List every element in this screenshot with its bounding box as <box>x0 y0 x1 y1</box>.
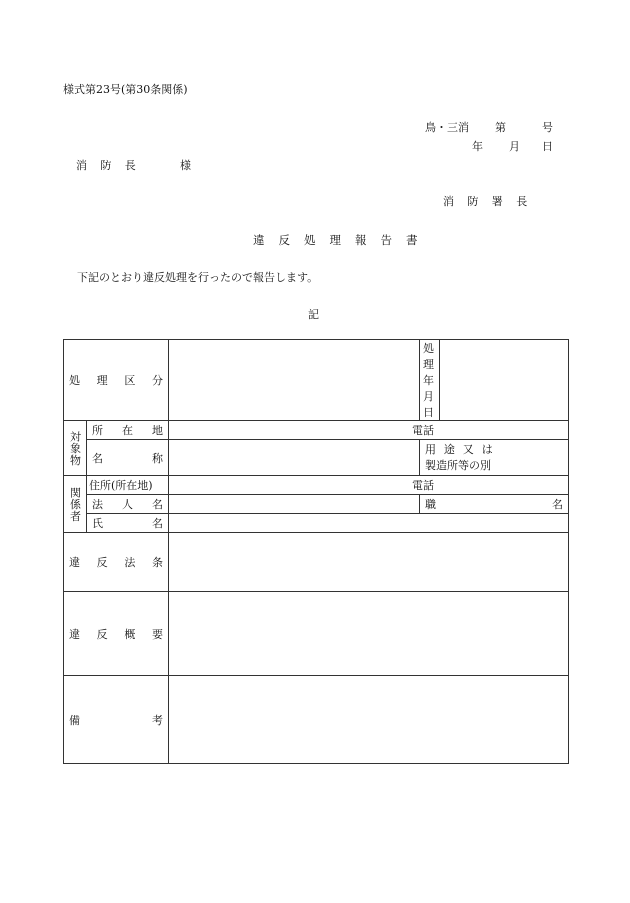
jusho-label: 住所(所在地) <box>87 476 169 495</box>
yoto-label: 用 途 又 は 製造所等の別 <box>420 440 569 476</box>
ihan-gaiyo-label: 違 反 概 要 <box>64 592 169 676</box>
ihan-hojo-field[interactable] <box>169 533 569 592</box>
hojin-field[interactable] <box>169 495 420 514</box>
report-table <box>63 339 569 764</box>
date-year: 年 <box>472 140 483 153</box>
intro-text: 下記のとおり違反処理を行ったので報告します。 <box>77 271 319 284</box>
shori-date-field[interactable] <box>440 340 569 421</box>
meisho-label: 名 称 <box>87 440 169 476</box>
kankei-group-label: 関係者 <box>64 476 87 533</box>
shori-kubun-field[interactable] <box>169 340 420 421</box>
biko-field[interactable] <box>169 676 569 764</box>
date-day: 日 <box>542 140 553 153</box>
biko-label: 備 考 <box>64 676 169 764</box>
ihan-gaiyo-field[interactable] <box>169 592 569 676</box>
addressee-title: 消 防 長 <box>76 159 141 172</box>
jusho-field[interactable] <box>169 476 569 495</box>
shozaichi-field[interactable] <box>169 421 569 440</box>
number-go: 号 <box>542 121 553 134</box>
ki-label: 記 <box>308 308 319 321</box>
hojin-label: 法 人 名 <box>87 495 169 514</box>
taisho-group-label: 対象物 <box>64 421 87 476</box>
date-month: 月 <box>509 140 520 153</box>
number-dai: 第 <box>495 121 506 134</box>
form-number: 様式第23号(第30条関係) <box>63 83 188 96</box>
shimei-field[interactable] <box>169 514 569 533</box>
addressee-sama: 様 <box>180 159 191 172</box>
phone-label-2: 電話 <box>412 479 434 492</box>
issuer-number-prefix: 鳥・三消 <box>425 121 469 134</box>
shimei-label: 氏 名 <box>87 514 169 533</box>
shozaichi-label: 所 在 地 <box>87 421 169 440</box>
sender-title: 消 防 署 長 <box>443 195 533 208</box>
document-title: 違 反 処 理 報 告 書 <box>253 233 423 247</box>
shori-date-label: 処 理 年 月 日 <box>420 340 440 421</box>
phone-label: 電話 <box>412 424 434 437</box>
shori-kubun-label: 処 理 区 分 <box>64 340 169 421</box>
meisho-field[interactable] <box>169 440 420 476</box>
ihan-hojo-label: 違 反 法 条 <box>64 533 169 592</box>
shokumei-label: 職 名 <box>420 495 569 514</box>
